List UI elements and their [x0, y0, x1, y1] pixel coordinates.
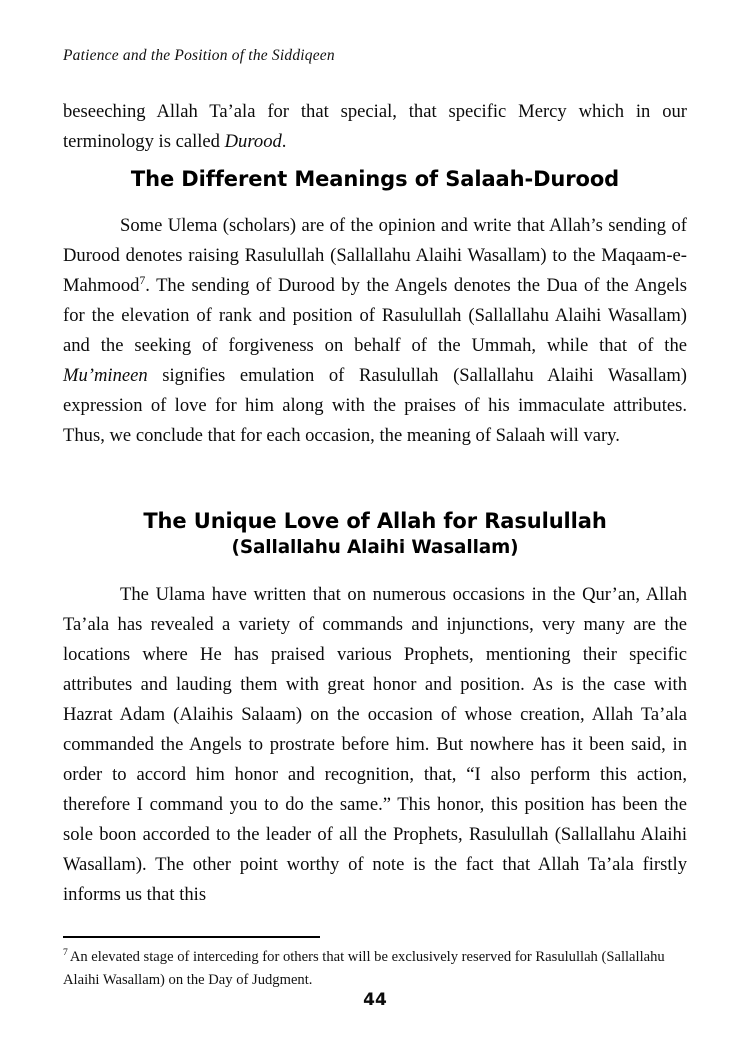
paragraph-text: beseeching Allah Ta’ala for that special, that specific Mercy which in our terminology is called [63, 101, 687, 152]
section-subheading-sallallahu-alaihi-wasallam: (Sallallahu Alaihi Wasallam) [231, 537, 519, 558]
paragraph-text-tail: . [281, 131, 287, 152]
paragraph-meanings-of-durood [63, 211, 687, 451]
paragraph-unique-love-body: The Ulama have written that on numerous occasions in the Qur’an, Allah Ta’ala has revealed a variety of commands and injunctions, very many are the locations where He has praised various Prophets, mentioning their specific attributes and lauding them with great honor and position. As is the case with Hazrat Adam (Alaihis Salaam) on the occasion of whose creation, Allah Ta’ala commanded the Angels to prostrate before him. But nowhere has it been said, in order to accord him honor and recognition, that, “I also perform this action, therefore I command you to do the same.” This honor, this position has been the sole boon accorded to the leader of all the Prophets, Rasulullah (Sallallahu Alaihi Wasallam). The other point worthy of note is the fact that Allah Ta’ala firstly informs us that this [63, 584, 687, 905]
paragraph-text-mid: . The sending of Durood by the Angels denotes the Dua of the Angels for the elevation of rank and position of Rasulullah (Sallallahu Alaihi Wasallam) and the seeking of forgiveness on behalf of the Ummah, while that of the [63, 275, 687, 356]
footnote-entry [63, 946, 687, 992]
paragraph-continuation [63, 97, 687, 157]
section-heading-salaah-durood: The Different Meanings of Salaah-Durood [130, 167, 620, 191]
footnote-reference-marker[interactable]: 7 [139, 274, 146, 287]
footnote-number: 7 [63, 947, 68, 959]
italic-term-mumineen: Mu’mineen [63, 365, 148, 386]
footnote-separator-rule [63, 936, 320, 938]
footnote-text: An elevated stage of interceding for others that will be exclusively reserved for Rasulullah (Sallallahu Alaihi Wasallam) on the Day of Judgment. [63, 949, 665, 988]
section-heading-unique-love: The Unique Love of Allah for Rasulullah [143, 509, 607, 533]
paragraph-text-tail: signifies emulation of Rasulullah (Sallallahu Alaihi Wasallam) expression of love for him along with the praises of his immaculate attributes. Thus, we conclude that for each occasion, the meaning of Salaah will vary. [63, 365, 687, 446]
running-header: Patience and the Position of the Siddiqeen [63, 47, 335, 64]
page-number: 44 [363, 990, 387, 1010]
italic-term-durood: Durood [224, 131, 282, 152]
paragraph-text: Some Ulema (scholars) are of the opinion and write that Allah’s sending of Durood denotes raising Rasulullah (Sallallahu Alaihi Wasallam) to the Maqaam-e-Mahmood [63, 215, 687, 296]
